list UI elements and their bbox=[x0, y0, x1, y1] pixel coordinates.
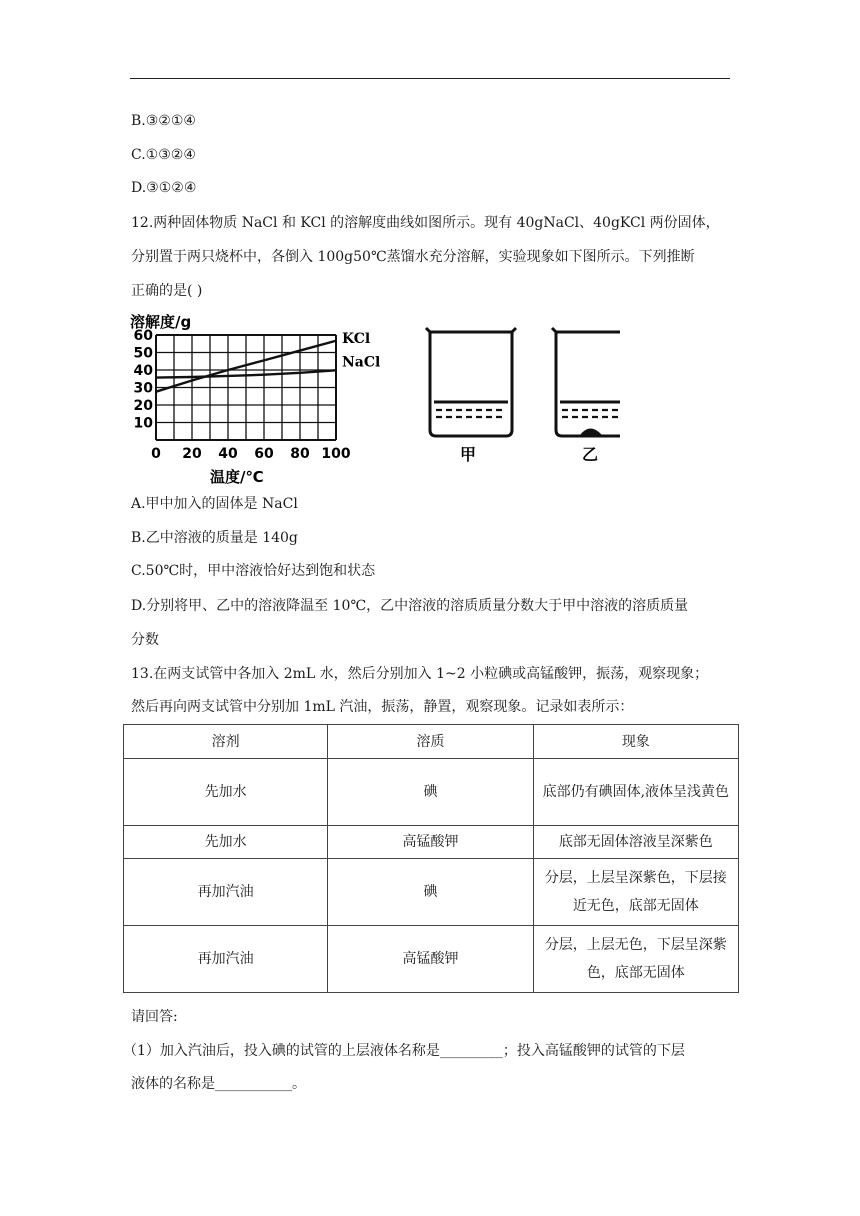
table-cell: 底部仍有碘固体,液体呈浅黄色 bbox=[533, 759, 738, 826]
chart-xlabel: 温度/℃ bbox=[210, 468, 264, 486]
table-header: 溶剂 bbox=[124, 725, 328, 759]
table-cell: 碘 bbox=[328, 759, 533, 826]
x-tick-label: 100 bbox=[321, 446, 351, 462]
table-cell: 再加汽油 bbox=[124, 859, 328, 926]
table-cell: 先加水 bbox=[124, 826, 328, 859]
q13-sub1-line1: （1）加入汽油后，投入碘的试管的上层液体名称是_________；投入高锰酸钾的试管的下层 bbox=[123, 1043, 685, 1059]
y-tick-label: 20 bbox=[133, 398, 153, 414]
option-c-q11: C.①③②④ bbox=[131, 147, 196, 163]
x-tick-label: 40 bbox=[218, 446, 238, 462]
header-rule bbox=[130, 78, 730, 79]
q12-option-c: C.50℃时，甲中溶液恰好达到饱和状态 bbox=[131, 563, 376, 579]
table-row bbox=[124, 759, 739, 826]
series-label: KCl bbox=[342, 330, 371, 347]
option-b-q11: B.③②①④ bbox=[131, 113, 196, 129]
table-cell: 高锰酸钾 bbox=[328, 926, 533, 993]
chart-grid bbox=[156, 335, 336, 440]
chart-curves bbox=[156, 331, 380, 392]
beaker-jia bbox=[426, 328, 516, 464]
y-tick-label: 40 bbox=[133, 363, 153, 379]
q12-stem-line1: 12.两种固体物质 NaCl 和 KCl 的溶解度曲线如图所示。现有 40gNaCl、40gKCl 两份固体， bbox=[131, 215, 720, 231]
undissolved-solid bbox=[580, 429, 602, 436]
table-cell: 底部无固体溶液呈深紫色 bbox=[533, 826, 738, 859]
beaker-yi bbox=[552, 328, 620, 464]
q12-option-b: B.乙中溶液的质量是 140g bbox=[131, 530, 298, 546]
chart-ylabel: 溶解度/g bbox=[130, 313, 192, 331]
solubility-chart bbox=[128, 307, 388, 487]
q13-stem-line1: 13.在两支试管中各加入 2mL 水，然后分别加入 1~2 小粒碘或高锰酸钾，振荡，观察现象； bbox=[131, 666, 709, 682]
x-tick-label: 0 bbox=[151, 446, 161, 462]
y-tick-label: 10 bbox=[133, 415, 153, 432]
q13-sub1-line2: 液体的名称是___________。 bbox=[131, 1076, 306, 1092]
series-label: NaCl bbox=[342, 354, 381, 371]
y-tick-label: 50 bbox=[133, 345, 153, 362]
x-tick-label: 60 bbox=[254, 446, 274, 462]
beaker-label-yi: 乙 bbox=[582, 445, 599, 464]
table-row bbox=[124, 859, 739, 926]
q13-stem-line2: 然后再向两支试管中分别加 1mL 汽油，振荡，静置，观察现象。记录如表所示： bbox=[131, 699, 634, 715]
table-row bbox=[124, 826, 739, 859]
y-tick-label: 60 bbox=[133, 328, 153, 344]
table-cell: 高锰酸钾 bbox=[328, 826, 533, 859]
q13-prompt: 请回答: bbox=[131, 1009, 178, 1025]
beaker-label-jia: 甲 bbox=[460, 445, 477, 464]
x-tick-label: 80 bbox=[290, 446, 310, 462]
table-cell: 再加汽油 bbox=[124, 926, 328, 993]
option-d-q11: D.③①②④ bbox=[131, 180, 197, 196]
table-row bbox=[124, 926, 739, 993]
beakers-figure bbox=[420, 322, 620, 467]
table-cell: 先加水 bbox=[124, 759, 328, 826]
table-cell: 分层，上层呈深紫色，下层接近无色，底部无固体 bbox=[533, 859, 738, 926]
table-header: 现象 bbox=[533, 725, 738, 759]
table-header-row bbox=[124, 725, 739, 759]
q12-option-d-line1: D.分别将甲、乙中的溶液降温至 10℃，乙中溶液的溶质质量分数大于甲中溶液的溶质质量 bbox=[131, 598, 689, 614]
table-cell: 碘 bbox=[328, 859, 533, 926]
q12-option-d-line2: 分数 bbox=[131, 632, 159, 648]
q12-stem-line2: 分别置于两只烧杯中，各倒入 100g50℃蒸馏水充分溶解，实验现象如下图所示。下列推断 bbox=[131, 249, 695, 265]
table-cell: 分层，上层无色，下层呈深紫色，底部无固体 bbox=[533, 926, 738, 993]
q12-stem-line3: 正确的是( ) bbox=[131, 283, 203, 299]
x-tick-label: 20 bbox=[182, 446, 202, 462]
y-tick-label: 30 bbox=[133, 380, 153, 397]
table-header: 溶质 bbox=[328, 725, 533, 759]
q12-option-a: A.甲中加入的固体是 NaCl bbox=[131, 496, 298, 512]
experiment-table bbox=[123, 724, 739, 993]
